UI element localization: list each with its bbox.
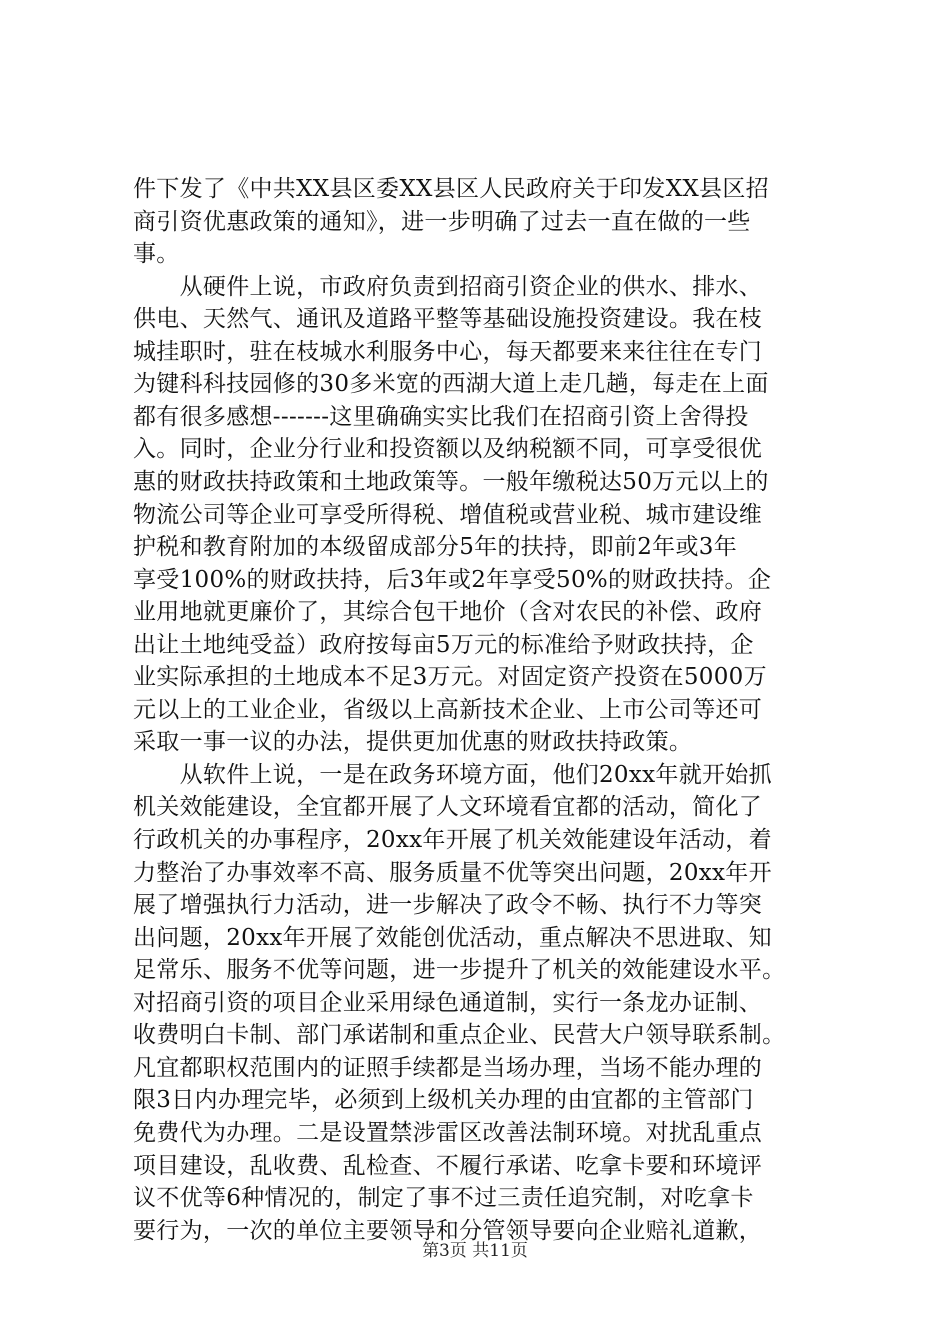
text-line: 项目建设，乱收费、乱检查、不履行承诺、吃拿卡要和环境评 [133,1152,763,1179]
text-line: 元以上的工业企业，省级以上高新技术企业、上市公司等还可 [133,696,763,723]
text-line: 出问题，20xx年开展了效能创优活动，重点解决不思进取、知 [133,924,772,951]
text-line: 商引资优惠政策的通知》，进一步明确了过去一直在做的一些 [133,208,751,235]
text-line: 收费明白卡制、部门承诺制和重点企业、民营大户领导联系制。 [133,1022,786,1049]
text-line: 要行为，一次的单位主要领导和分管领导要向企业赔礼道歉， [133,1217,763,1244]
text-line: 机关效能建设，全宜都开展了人文环境看宜都的活动，简化了 [133,794,763,821]
text-line: 行政机关的办事程序，20xx年开展了机关效能建设年活动，着 [133,827,772,853]
text-line: 凡宜都职权范围内的证照手续都是当场办理，当场不能办理的 [133,1054,763,1081]
text-line: 都有很多感想-------这里确确实实比我们在招商引资上舍得投 [133,403,749,430]
text-line: 件下发了《中共XX县区委XX县区人民政府关于印发XX县区招 [133,176,769,202]
text-line: 出让土地纯受益）政府按每亩5万元的标准给予财政扶持，企 [133,631,754,658]
text-line: 展了增强执行力活动，进一步解决了政令不畅、执行不力等突 [133,892,763,919]
text-line: 从软件上说，一是在政务环境方面，他们20xx年就开始抓 [133,761,772,788]
text-line: 城挂职时，驻在枝城水利服务中心，每天都要来来往往在专门 [133,338,763,365]
text-line: 从硬件上说，市政府负责到招商引资企业的供水、排水、 [133,273,763,300]
text-line: 采取一事一议的办法，提供更加优惠的财政扶持政策。 [133,729,693,756]
text-line: 力整治了办事效率不高、服务质量不优等突出问题，20xx年开 [133,859,772,886]
text-line: 为键科科技园修的30多米宽的西湖大道上走几趟，每走在上面 [133,371,769,398]
text-line: 限3日内办理完毕，必须到上级机关办理的由宜都的主管部门 [133,1087,754,1114]
text-line: 护税和教育附加的本级留成部分5年的扶持，即前2年或3年 [133,534,737,561]
text-line: 足常乐、服务不优等问题，进一步提升了机关的效能建设水平。 [133,957,786,984]
text-line: 业用地就更廉价了，其综合包干地价（含对农民的补偿、政府 [133,599,763,626]
text-line: 对招商引资的项目企业采用绿色通道制，实行一条龙办证制、 [133,989,763,1016]
text-line: 议不优等6种情况的，制定了事不过三责任追究制，对吃拿卡 [133,1185,754,1212]
text-line: 享受100%的财政扶持，后3年或2年享受50%的财政扶持。企 [133,566,772,593]
text-line: 供电、天然气、通讯及道路平整等基础设施投资建设。我在枝 [133,306,763,333]
text-line: 事。 [133,241,180,268]
page-footer: 第3页 共11页 [422,1241,528,1261]
text-line: 业实际承担的土地成本不足3万元。对固定资产投资在5000万 [133,664,767,691]
text-line: 免费代为办理。二是设置禁涉雷区改善法制环境。对扰乱重点 [133,1119,763,1146]
text-line: 物流公司等企业可享受所得税、增值税或营业税、城市建设维 [133,501,763,528]
text-line: 入。同时，企业分行业和投资额以及纳税额不同，可享受很优 [133,436,763,463]
text-line: 惠的财政扶持政策和土地政策等。一般年缴税达50万元以上的 [133,468,769,495]
